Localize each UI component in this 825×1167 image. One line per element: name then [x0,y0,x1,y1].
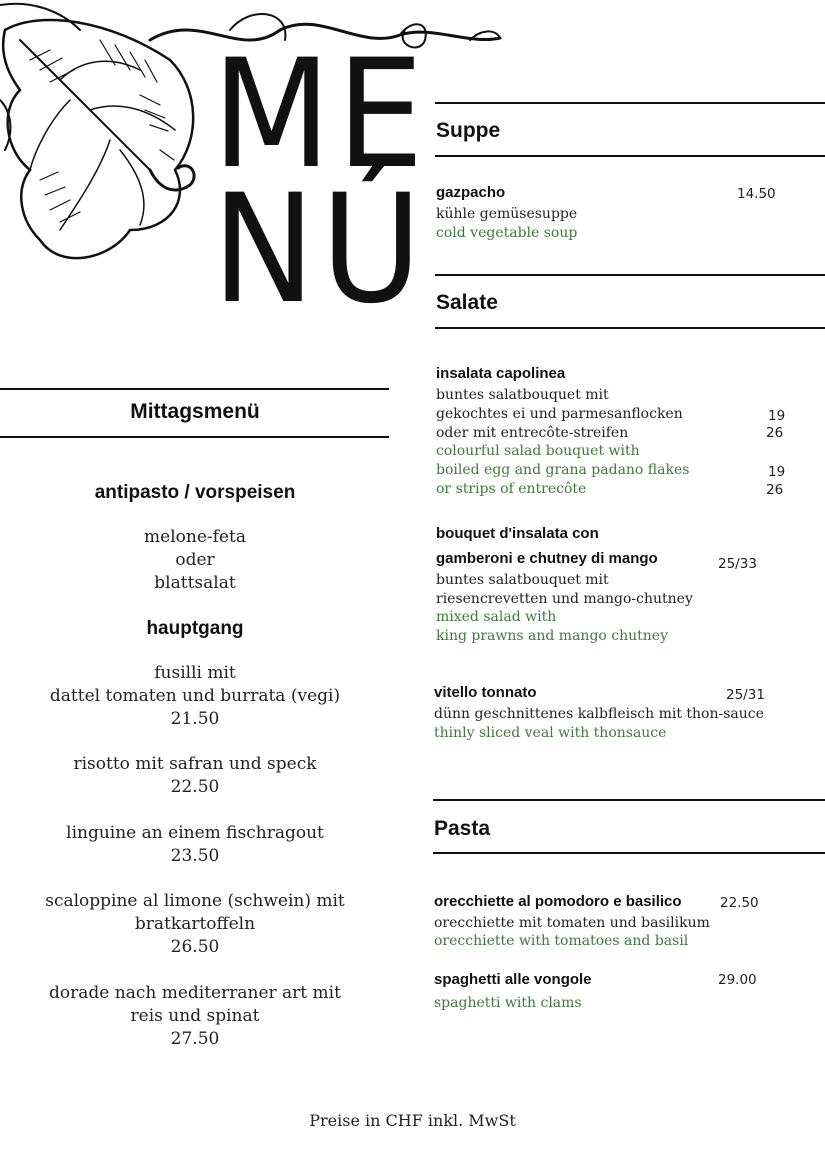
salate-item1-name: insalata capolinea [436,365,566,382]
salate-item3-name: vitello tonnato [434,684,537,701]
dish-line: scaloppine al limone (schwein) mit [45,891,345,911]
salate-item1-price: 26 [766,482,784,498]
menu-title-line1: ME [212,28,430,202]
salate-item3-de: dünn geschnittenes kalbfleisch mit thon-sauce [434,706,764,722]
salate-item1-de: buntes salatbouquet mit [436,387,609,403]
suppe-title: Suppe [436,119,501,142]
suppe-item-en: cold vegetable soup [436,225,578,241]
suppe-rule-top [435,102,825,104]
pasta-title: Pasta [434,817,491,840]
pasta-item1-name: orecchiette al pomodoro e basilico [434,893,682,910]
salate-item3-price: 25/31 [726,687,765,703]
starter-heading: antipasto / vorspeisen [94,482,296,503]
lunch-title: Mittagsmenü [130,400,260,423]
dish-price: 26.50 [170,937,220,957]
salate-rule-bottom [435,327,825,329]
salate-item2-de: buntes salatbouquet mit [436,572,609,588]
salate-item2-en: mixed salad with [436,609,557,625]
salate-title: Salate [436,291,498,314]
pasta-item2-name: spaghetti alle vongole [434,971,592,988]
salate-rule-top [435,274,825,276]
lunch-rule-bottom [0,436,389,438]
dish-line: risotto mit safran und speck [73,754,317,774]
suppe-item-de: kühle gemüsesuppe [436,206,578,222]
pasta-rule-bottom [433,852,825,854]
suppe-item-price: 14.50 [737,186,776,202]
main-heading: hauptgang [146,618,244,639]
dish-line: bratkartoffeln [134,914,256,934]
salate-item1-de: oder mit entrecôte-streifen [436,425,629,441]
dish-line: linguine an einem fischragout [66,823,324,843]
menu-title-line2: NÚ [212,163,428,337]
dish-line: dattel tomaten und burrata (vegi) [49,686,341,706]
salate-item1-en: colourful salad bouquet with [436,443,640,459]
dish-line: fusilli mit [154,663,236,683]
salate-item2-name: gamberoni e chutney di mango [436,550,658,567]
suppe-item-name: gazpacho [436,184,506,201]
dish-price: 27.50 [170,1029,220,1049]
pasta-rule-top [433,799,825,801]
pasta-item1-en: orecchiette with tomatoes and basil [434,933,689,949]
salate-item2-de: riesencrevetten und mango-chutney [436,591,693,607]
pasta-item2-price: 29.00 [718,972,757,988]
dish-line: reis und spinat [130,1006,260,1026]
salate-item2-name: bouquet d'insalata con [436,525,599,542]
salate-item2-en: king prawns and mango chutney [436,628,668,644]
salate-item1-en: or strips of entrecôte [436,481,587,497]
dish-price: 22.50 [170,777,220,797]
dish-price: 21.50 [170,709,220,729]
dish-line: dorade nach mediterraner art mit [49,983,341,1003]
starter-line: blattsalat [154,573,236,593]
dish-price: 23.50 [170,846,220,866]
starter-line: oder [175,550,215,570]
lunch-rule-top [0,388,389,390]
suppe-rule-bottom [435,155,825,157]
pasta-item1-price: 22.50 [720,895,759,911]
salate-item2-price: 25/33 [718,556,757,572]
salate-item1-price: 19 [768,408,786,424]
price-note: Preise in CHF inkl. MwSt [309,1111,516,1130]
salate-item1-price: 26 [766,425,784,441]
starter-line: melone-feta [144,527,246,547]
salate-item1-de: gekochtes ei und parmesanflocken [436,406,683,422]
pasta-item1-de: orecchiette mit tomaten und basilikum [434,915,710,931]
pasta-item2-en: spaghetti with clams [434,995,582,1011]
salate-item3-en: thinly sliced veal with thonsauce [434,725,667,741]
salate-item1-price: 19 [768,464,786,480]
salate-item1-en: boiled egg and grana padano flakes [436,462,690,478]
